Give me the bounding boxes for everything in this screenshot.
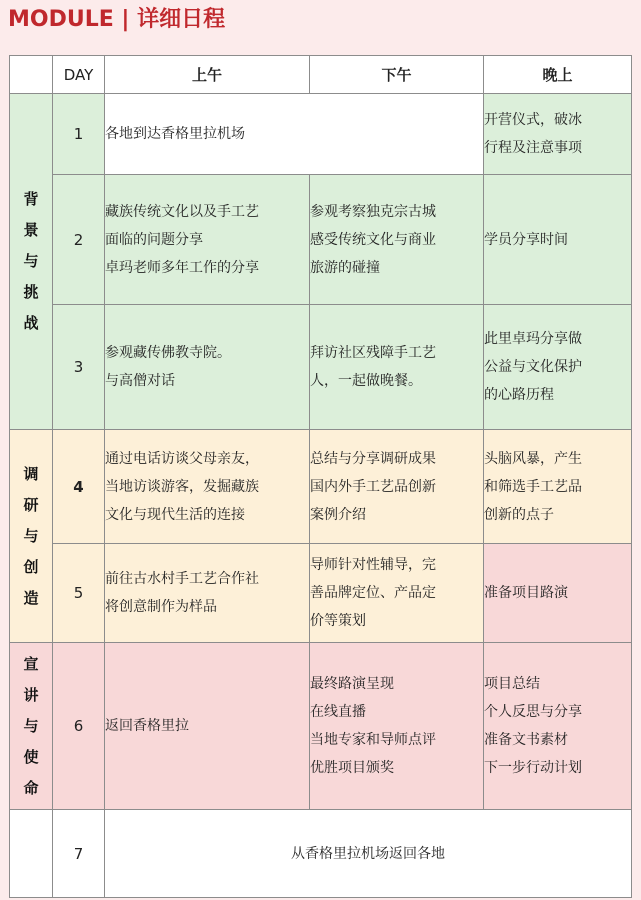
section-label-1 [10, 94, 53, 430]
section-char: 研 [23, 495, 39, 514]
section-label-2 [10, 430, 53, 643]
cell-line: 在线直播 [310, 704, 366, 720]
header-section [10, 56, 53, 94]
cell-line: 头脑风暴，产生 [484, 450, 582, 467]
cell-line: 卓玛老师多年工作的分享 [105, 259, 259, 276]
cell-line: 人，一起做晚餐。 [310, 373, 422, 389]
cell-line: 创新的点子 [484, 506, 554, 523]
section-text [10, 649, 52, 804]
header-afternoon: 下午 [310, 56, 484, 94]
cell-line: 国内外手工艺品创新 [310, 478, 436, 495]
section-char: 造 [23, 588, 39, 607]
section-char: 背 [23, 190, 39, 208]
section-empty [10, 810, 53, 898]
section-char: 宣 [23, 654, 39, 673]
section-char: 创 [23, 557, 39, 576]
cell-line: 的心路历程 [484, 387, 554, 403]
day7-all [105, 810, 632, 898]
day5-evening [484, 544, 632, 643]
cell-line: 和筛选手工艺品 [484, 478, 582, 495]
day5-morning [105, 544, 310, 643]
day-number: 5 [53, 544, 105, 643]
section-char: 使 [23, 747, 39, 766]
section-text [10, 184, 52, 339]
table-row [10, 643, 632, 810]
section-char: 与 [23, 252, 39, 270]
schedule-table [9, 55, 632, 898]
cell-line: 项目总结 [484, 676, 540, 692]
cell-line: 下一步行动计划 [484, 760, 582, 776]
day-number: 2 [53, 175, 105, 305]
section-char: 景 [23, 221, 39, 239]
day6-afternoon [310, 643, 484, 810]
table-row [10, 544, 632, 643]
cell-line: 参观考察独克宗古城 [310, 203, 436, 220]
day6-evening [484, 643, 632, 810]
cell-line: 价等策划 [310, 613, 366, 629]
cell-line: 开营仪式，破冰 [484, 112, 582, 128]
table-row [10, 94, 632, 175]
day-number: 4 [53, 430, 105, 544]
cell-line: 准备项目路演 [484, 585, 568, 601]
day-number: 3 [53, 305, 105, 430]
cell-line: 当地访谈游客，发掘藏族 [105, 478, 259, 495]
day1-evening [484, 94, 632, 175]
cell-line: 行程及注意事项 [484, 140, 582, 156]
cell-line: 个人反思与分享 [484, 704, 582, 720]
day4-evening [484, 430, 632, 544]
page-title: MODULE | 详细日程 [8, 7, 226, 32]
section-char: 与 [23, 716, 39, 735]
cell-line: 最终路演呈现 [310, 676, 394, 692]
day3-evening [484, 305, 632, 430]
section-char: 挑 [23, 283, 39, 301]
cell-line: 当地专家和导师点评 [310, 732, 436, 748]
cell-line: 参观藏传佛教寺院。 [105, 345, 231, 361]
table-row [10, 430, 632, 544]
day4-afternoon [310, 430, 484, 544]
section-char: 调 [23, 464, 39, 483]
cell-line: 与高僧对话 [105, 373, 175, 389]
table-row [10, 175, 632, 305]
day3-afternoon [310, 305, 484, 430]
header-morning: 上午 [105, 56, 310, 94]
table-row [10, 305, 632, 430]
cell-line: 前往古水村手工艺合作社 [105, 571, 259, 587]
header-evening: 晚上 [484, 56, 632, 94]
day-number: 6 [53, 643, 105, 810]
cell-line: 文化与现代生活的连接 [105, 506, 245, 523]
cell-line: 旅游的碰撞 [310, 259, 380, 276]
day2-evening [484, 175, 632, 305]
cell-line: 拜访社区残障手工艺 [310, 345, 436, 361]
cell-line: 准备文书素材 [484, 732, 568, 748]
header-day: DAY [53, 56, 105, 94]
cell-line: 善品牌定位、产品定 [310, 585, 436, 601]
cell-line: 面临的问题分享 [105, 231, 203, 248]
cell-line: 总结与分享调研成果 [310, 450, 436, 467]
cell-line: 藏族传统文化以及手工艺 [105, 203, 259, 220]
cell-line: 导师针对性辅导，完 [310, 557, 436, 573]
table-row [10, 810, 632, 898]
cell-line: 各地到达香格里拉机场 [105, 126, 245, 142]
cell-line: 公益与文化保护 [484, 359, 582, 375]
header-row [10, 56, 632, 94]
day-number: 7 [53, 810, 105, 898]
day4-morning [105, 430, 310, 544]
cell-line: 此里卓玛分享做 [484, 331, 582, 347]
section-char: 战 [23, 314, 39, 332]
section-char: 命 [23, 778, 39, 797]
cell-line: 优胜项目颁奖 [310, 760, 394, 776]
cell-line: 感受传统文化与商业 [310, 231, 436, 248]
cell-line: 从香格里拉机场返回各地 [291, 845, 445, 862]
day2-afternoon [310, 175, 484, 305]
section-label-3 [10, 643, 53, 810]
section-char: 与 [23, 526, 39, 545]
day5-afternoon [310, 544, 484, 643]
cell-line: 学员分享时间 [484, 231, 568, 248]
section-char: 讲 [23, 685, 39, 704]
day1-morning [105, 94, 484, 175]
section-text [10, 459, 52, 614]
day2-morning [105, 175, 310, 305]
cell-line: 将创意制作为样品 [105, 599, 217, 615]
cell-line: 案例介绍 [310, 506, 366, 523]
day6-morning [105, 643, 310, 810]
cell-line: 返回香格里拉 [105, 718, 189, 734]
day-number: 1 [53, 94, 105, 175]
day3-morning [105, 305, 310, 430]
cell-line: 通过电话访谈父母亲友， [105, 450, 259, 467]
